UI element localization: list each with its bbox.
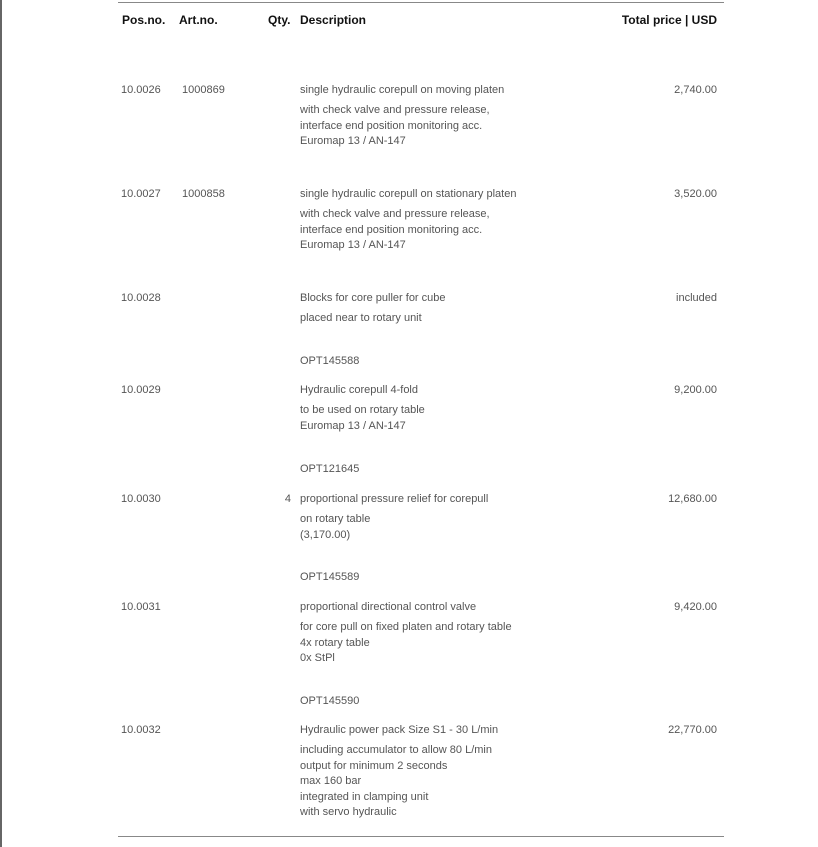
total-price: 2,740.00 xyxy=(674,84,717,96)
position-number: 10.0028 xyxy=(121,292,161,304)
description-line: 4x rotary table xyxy=(300,637,370,649)
total-price: 9,420.00 xyxy=(674,601,717,613)
total-price: 9,200.00 xyxy=(674,384,717,396)
description-line: to be used on rotary table xyxy=(300,404,425,416)
header-art-no: Art.no. xyxy=(179,13,218,27)
total-price: 3,520.00 xyxy=(674,188,717,200)
position-number: 10.0032 xyxy=(121,724,161,736)
description-line: max 160 bar xyxy=(300,775,362,787)
description-line: Euromap 13 / AN-147 xyxy=(300,420,406,432)
option-code: OPT145590 xyxy=(300,695,360,707)
bottom-rule xyxy=(118,836,724,837)
total-price: 12,680.00 xyxy=(668,493,717,505)
description-line: interface end position monitoring acc. xyxy=(300,224,483,236)
header-qty: Qty. xyxy=(268,13,291,27)
description-line: (3,170.00) xyxy=(300,529,351,541)
description-line: Hydraulic power pack Size S1 - 30 L/min xyxy=(300,724,499,736)
description-line: including accumulator to allow 80 L/min xyxy=(300,744,492,756)
header-pos-no: Pos.no. xyxy=(122,13,166,27)
header-description: Description xyxy=(300,13,367,27)
option-code: OPT145588 xyxy=(300,355,360,367)
description-line: Hydraulic corepull 4-fold xyxy=(300,384,418,396)
description-line: interface end position monitoring acc. xyxy=(300,120,483,132)
page-edge xyxy=(0,0,2,847)
article-number: 1000869 xyxy=(182,84,225,96)
description-line: Euromap 13 / AN-147 xyxy=(300,239,406,251)
quantity: 4 xyxy=(284,493,291,505)
description-line: with check valve and pressure release, xyxy=(300,208,490,220)
total-price: 22,770.00 xyxy=(668,724,717,736)
header-total-price: Total price | USD xyxy=(621,13,717,27)
description-line: on rotary table xyxy=(300,513,371,525)
description-line: proportional directional control valve xyxy=(300,601,477,613)
position-number: 10.0027 xyxy=(121,188,161,200)
position-number: 10.0031 xyxy=(121,601,161,613)
option-code: OPT145589 xyxy=(300,571,360,583)
article-number: 1000858 xyxy=(182,188,225,200)
position-number: 10.0029 xyxy=(121,384,161,396)
description-line: placed near to rotary unit xyxy=(300,312,422,324)
description-line: 0x StPl xyxy=(300,652,335,664)
position-number: 10.0026 xyxy=(121,84,161,96)
description-line: integrated in clamping unit xyxy=(300,791,429,803)
total-price: included xyxy=(676,292,717,304)
description-line: single hydraulic corepull on moving platen xyxy=(300,84,505,96)
top-rule xyxy=(118,2,724,3)
description-line: proportional pressure relief for corepull xyxy=(300,493,489,505)
description-line: single hydraulic corepull on stationary platen xyxy=(300,188,517,200)
option-code: OPT121645 xyxy=(300,463,360,475)
position-number: 10.0030 xyxy=(121,493,161,505)
description-line: for core pull on fixed platen and rotary table xyxy=(300,621,512,633)
description-line: with check valve and pressure release, xyxy=(300,104,490,116)
description-line: output for minimum 2 seconds xyxy=(300,760,448,772)
description-line: Blocks for core puller for cube xyxy=(300,292,446,304)
description-line: Euromap 13 / AN-147 xyxy=(300,135,406,147)
description-line: with servo hydraulic xyxy=(300,806,397,818)
